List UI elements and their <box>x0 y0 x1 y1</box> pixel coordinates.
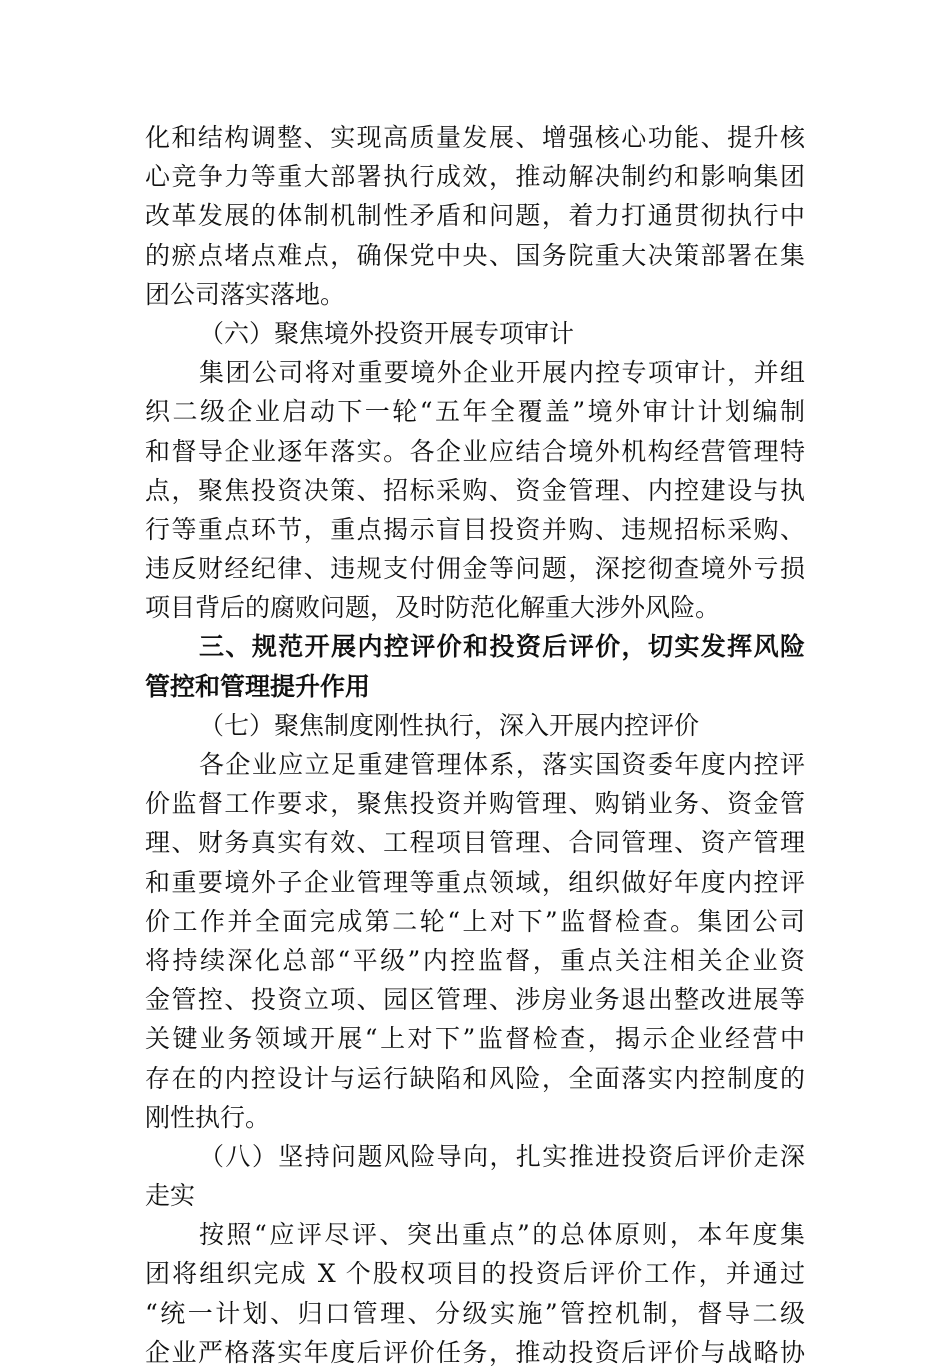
text-line: 和督导企业逐年落实。各企业应结合境外机构经营管理特 <box>145 436 805 466</box>
text-line: 按照“应评尽评、突出重点”的总体原则，本年度集 <box>199 1220 805 1250</box>
section-heading-3 <box>145 627 805 705</box>
document-page <box>145 118 805 1372</box>
subheading-7: （七）聚焦制度刚性执行，深入开展内控评价 <box>199 710 700 740</box>
text-line: 和重要境外子企业管理等重点领域，组织做好年度内控评 <box>145 867 805 897</box>
text-line: 刚性执行。 <box>145 1102 271 1132</box>
text-line: 各企业应立足重建管理体系，落实国资委年度内控评 <box>199 750 805 779</box>
subheading-line: （八）坚持问题风险导向，扎实推进投资后评价走深 <box>199 1141 805 1171</box>
text-line: 改革发展的体制机制性矛盾和问题，着力打通贯彻执行中 <box>145 201 805 231</box>
paragraph-internal-control <box>145 745 805 1137</box>
text-line: 存在的内控设计与运行缺陷和风险，全面落实内控制度的 <box>145 1063 805 1093</box>
text-line: 企业严格落实年度后评价任务，推动投资后评价与战略协 <box>145 1337 805 1367</box>
text-line: 关键业务领域开展“上对下”监督检查，揭示企业经营中 <box>145 1024 805 1054</box>
subheading-line: 走实 <box>145 1181 196 1211</box>
text-line: 违反财经纪律、违规支付佣金等问题，深挖彻查境外亏损 <box>145 554 805 584</box>
text-line: 点，聚焦投资决策、招标采购、资金管理、内控建设与执 <box>145 475 805 505</box>
paragraph-overseas-audit <box>145 353 805 627</box>
text-line: 团公司落实落地。 <box>145 279 346 309</box>
text-line: 行等重点环节，重点揭示盲目投资并购、违规招标采购、 <box>145 514 805 544</box>
text-line: 价监督工作要求，聚焦投资并购管理、购销业务、资金管 <box>145 789 805 819</box>
text-line: 将持续深化总部“平级”内控监督，重点关注相关企业资 <box>145 945 805 975</box>
text-line: 集团公司将对重要境外企业开展内控专项审计，并组 <box>199 358 805 388</box>
text-line: 价工作并全面完成第二轮“上对下”监督检查。集团公司 <box>145 906 805 936</box>
text-line: 织二级企业启动下一轮“五年全覆盖”境外审计计划编制 <box>145 397 805 427</box>
subheading-8 <box>145 1137 805 1215</box>
text-line: 项目背后的腐败问题，及时防范化解重大涉外风险。 <box>145 593 721 623</box>
text-line: 化和结构调整、实现高质量发展、增强核心功能、提升核 <box>145 123 805 152</box>
section-heading-line: 管控和管理提升作用 <box>145 671 371 701</box>
text-line: 的瘀点堵点难点，确保党中央、国务院重大决策部署在集 <box>145 240 805 270</box>
text-line: 团将组织完成 X 个股权项目的投资后评价工作，并通过 <box>145 1259 805 1289</box>
text-line: 心竞争力等重大部署执行成效，推动解决制约和影响集团 <box>145 162 805 192</box>
subheading-6: （六）聚焦境外投资开展专项审计 <box>199 318 575 348</box>
section-heading-line: 三、规范开展内控评价和投资后评价，切实发挥风险 <box>199 632 805 662</box>
paragraph-post-investment <box>145 1215 805 1372</box>
text-line: 理、财务真实有效、工程项目管理、合同管理、资产管理 <box>145 828 805 858</box>
text-line: 金管控、投资立项、园区管理、涉房业务退出整改进展等 <box>145 985 805 1015</box>
paragraph-continuation <box>145 118 805 314</box>
text-line: “统一计划、归口管理、分级实施”管控机制，督导二级 <box>145 1298 805 1328</box>
